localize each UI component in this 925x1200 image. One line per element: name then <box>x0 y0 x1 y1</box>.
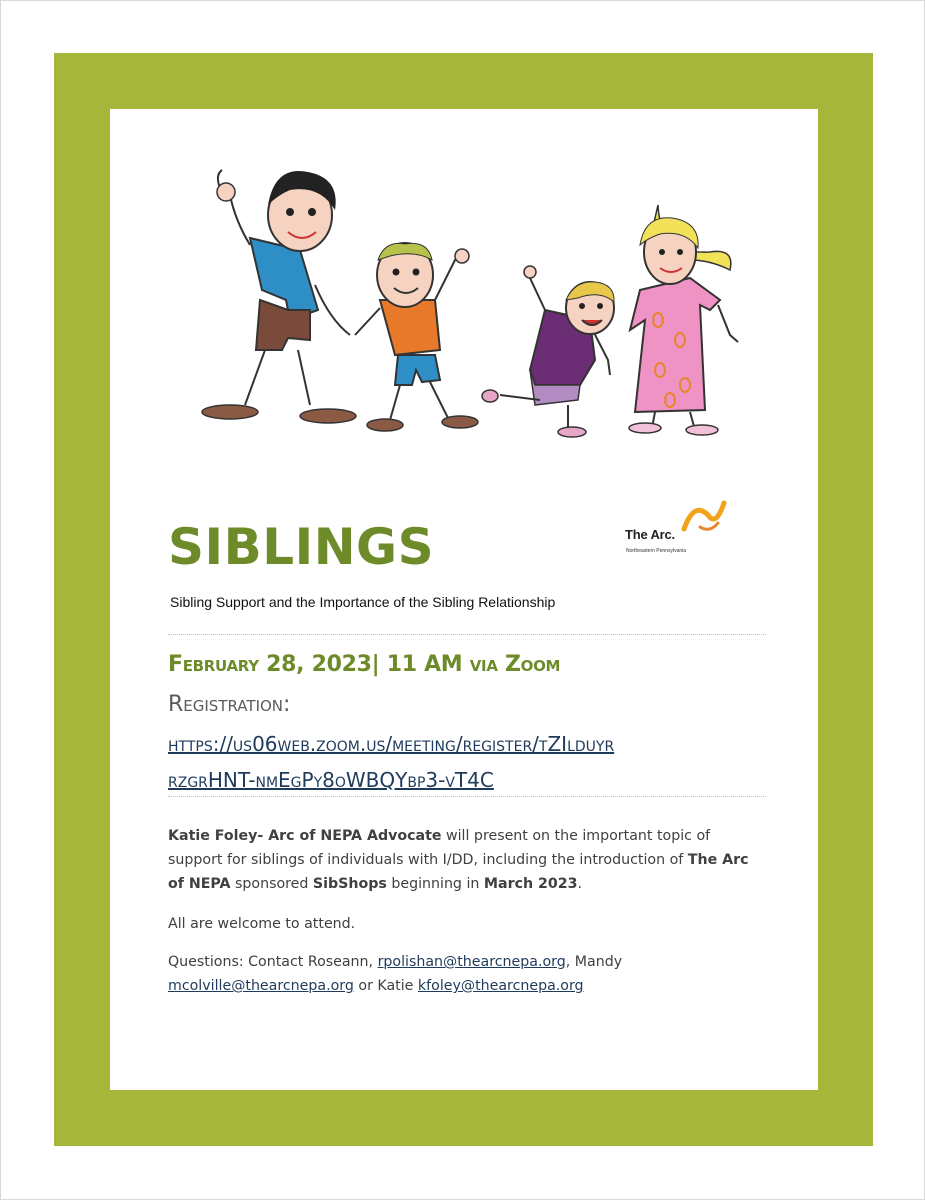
arc-logo <box>622 497 742 563</box>
logo-tagline: Northeastern Pennsylvania <box>626 548 687 554</box>
email-katie[interactable]: kfoley@thearcnepa.org <box>417 978 584 994</box>
contacts-prefix: Questions: Contact Roseann, <box>168 954 378 970</box>
org-name: The Arc of NEPA <box>168 852 749 892</box>
description-text: will present on the important topic of support for siblings of individuals with I/DD, including the introduction of <box>168 828 711 868</box>
email-roseann[interactable]: rpolishan@thearcnepa.org <box>377 954 566 970</box>
boy-figure <box>355 243 478 431</box>
mom-figure <box>629 205 738 435</box>
divider-bottom <box>168 796 766 797</box>
contacts-separator: or Katie <box>353 978 418 994</box>
description-text: beginning in <box>386 876 484 892</box>
event-date: February 28, 2023| 11 AM via Zoom <box>168 652 561 677</box>
email-mandy[interactable]: mcolville@thearcnepa.org <box>168 978 354 994</box>
start-month: March 2023 <box>483 876 578 892</box>
logo-name: The Arc. <box>625 527 675 542</box>
registration-link-line1[interactable]: https://us06web.zoom.us/meeting/register/tZIlduyr <box>168 732 615 756</box>
presenter-name: Katie Foley- Arc of NEPA Advocate <box>168 828 442 844</box>
girl-figure <box>482 266 614 437</box>
contacts-separator: , Mandy <box>565 954 623 970</box>
registration-link-line2[interactable]: rzgrHNT-nmEgPy8oWBQYbp3-vT4C <box>168 768 494 792</box>
flyer-subtitle: Sibling Support and the Importance of the Sibling Relationship <box>170 594 556 610</box>
description-text: . <box>577 876 583 892</box>
contacts-paragraph <box>168 950 768 998</box>
dad-figure <box>202 170 356 423</box>
program-name: SibShops <box>312 876 387 892</box>
flyer-title: SIBLINGS <box>168 518 435 576</box>
description-text: sponsored <box>230 876 313 892</box>
divider-top <box>168 634 766 635</box>
welcome-text: All are welcome to attend. <box>168 916 356 932</box>
registration-link[interactable] <box>168 726 768 798</box>
family-illustration <box>190 160 750 450</box>
description-paragraph <box>168 824 768 896</box>
registration-label: Registration: <box>168 692 291 717</box>
